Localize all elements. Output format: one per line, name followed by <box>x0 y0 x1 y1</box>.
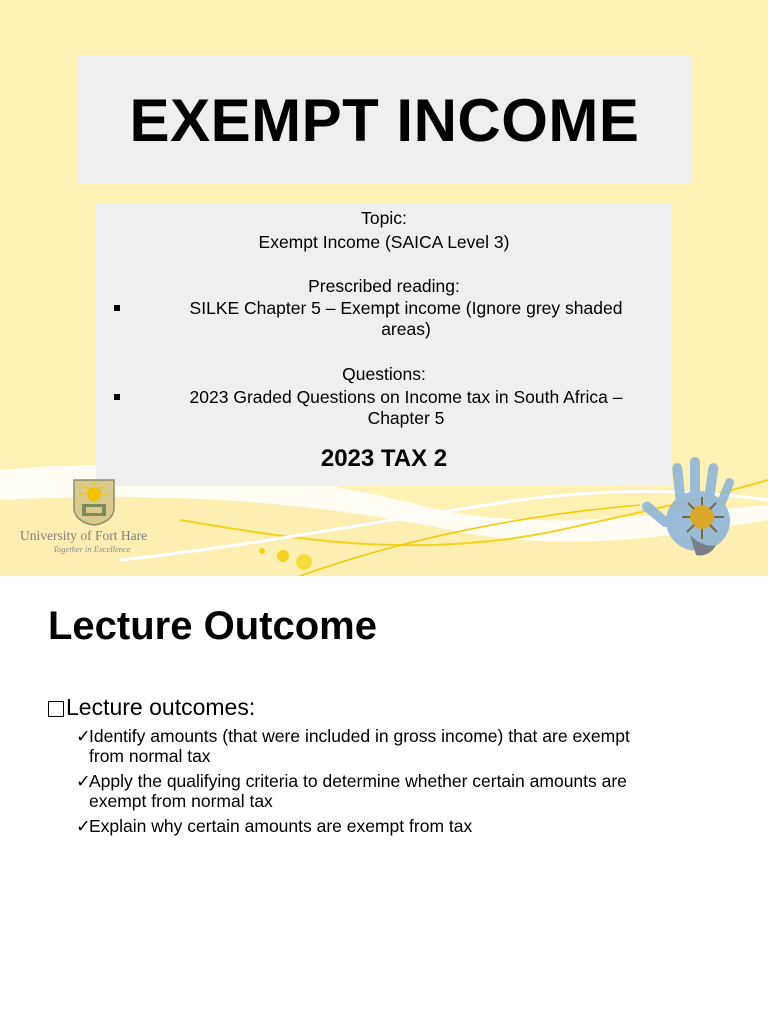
reading-item-line1: SILKE Chapter 5 – Exempt income (Ignore grey shaded <box>189 298 623 318</box>
outcome-item-line2: exempt from normal tax <box>89 791 273 811</box>
square-bullet-icon <box>114 394 120 400</box>
outcome-item <box>76 726 716 766</box>
questions-item-line2: Chapter 5 <box>367 408 445 428</box>
checkmark-icon: ✓ <box>76 726 91 746</box>
topic-value: Exempt Income (SAICA Level 3) <box>258 232 510 252</box>
info-box <box>96 204 672 486</box>
title-box <box>77 56 692 184</box>
outcome-item <box>76 771 716 811</box>
university-name: University of Fort Hare <box>20 528 148 543</box>
outcome-item-line1: Identify amounts (that were included in gross income) that are exempt <box>89 726 630 746</box>
slide-lecture-outcome <box>0 576 768 1024</box>
slide-main-title: EXEMPT INCOME <box>129 86 640 154</box>
reading-label: Prescribed reading: <box>308 276 460 296</box>
square-bullet-icon <box>114 305 120 311</box>
university-tagline: Together in Excellence <box>53 544 131 554</box>
outcome-item-line2: from normal tax <box>89 746 211 766</box>
outcome-item <box>76 816 716 836</box>
outcome-item-line1: Apply the qualifying criteria to determine whether certain amounts are <box>89 771 627 791</box>
painted-hand-icon <box>640 455 750 560</box>
university-logo <box>20 478 180 558</box>
hollow-square-bullet-icon <box>48 701 64 717</box>
outcome-heading <box>48 694 255 721</box>
outcome-heading-text: Lecture outcomes: <box>66 694 256 720</box>
course-title: 2023 TAX 2 <box>320 445 448 472</box>
questions-label: Questions: <box>342 364 426 384</box>
questions-item-line1: 2023 Graded Questions on Income tax in South Africa – <box>189 387 623 407</box>
slide-title-text: Lecture Outcome <box>48 604 377 648</box>
checkmark-icon: ✓ <box>76 816 91 836</box>
reading-item-line2: areas) <box>381 319 431 339</box>
university-crest-icon <box>70 478 118 526</box>
topic-label: Topic: <box>361 208 407 228</box>
outcome-item-line1: Explain why certain amounts are exempt from tax <box>89 816 473 836</box>
checkmark-icon: ✓ <box>76 771 91 791</box>
